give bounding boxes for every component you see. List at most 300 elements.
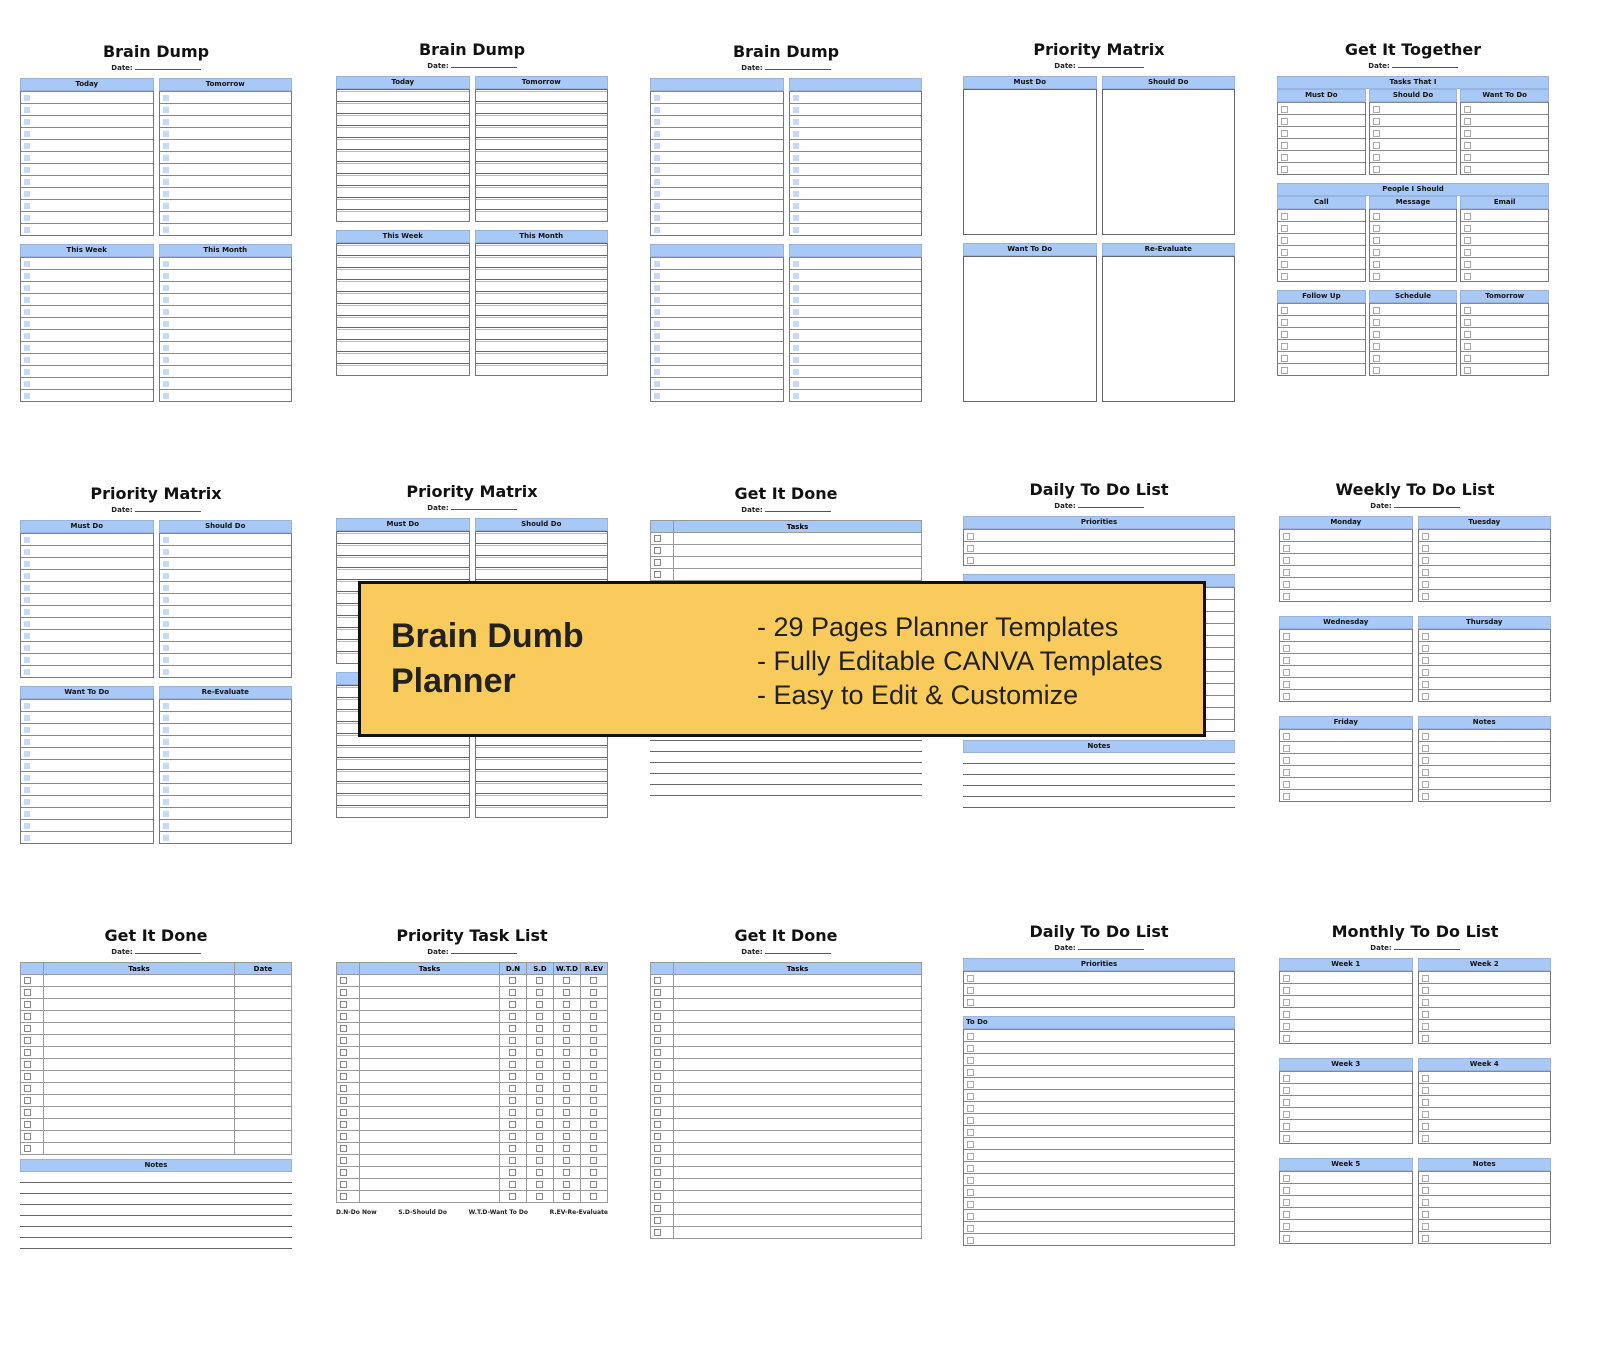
list-item	[1419, 1031, 1551, 1043]
list-item	[21, 377, 153, 389]
list-item	[1280, 765, 1412, 777]
list-item	[337, 543, 469, 555]
table-row	[651, 1071, 922, 1083]
checkbox-icon[interactable]	[590, 1193, 597, 1200]
list-item	[1278, 233, 1365, 245]
list-item	[160, 819, 292, 831]
list-item	[1370, 269, 1457, 281]
list-item	[21, 341, 153, 353]
list	[1279, 1171, 1413, 1244]
list-item	[337, 793, 469, 805]
list-item	[1370, 102, 1457, 114]
checkbox-icon[interactable]	[590, 1037, 597, 1044]
section-header: Friday	[1279, 716, 1413, 729]
checkbox-icon[interactable]	[536, 1121, 543, 1128]
list	[1460, 102, 1549, 175]
list-item	[1461, 303, 1548, 315]
checkbox-icon[interactable]	[590, 1109, 597, 1116]
checkbox-icon[interactable]	[536, 1133, 543, 1140]
list-item	[337, 185, 469, 197]
checkbox-icon[interactable]	[24, 1061, 31, 1068]
list-item	[337, 327, 469, 339]
checkbox-icon[interactable]	[590, 1073, 597, 1080]
checkbox-icon[interactable]	[509, 1133, 516, 1140]
checkbox-icon[interactable]	[590, 1157, 597, 1164]
list-item	[21, 223, 153, 235]
checkbox-icon[interactable]	[563, 1085, 570, 1092]
list	[1418, 1171, 1552, 1244]
checkbox-icon[interactable]	[24, 1109, 31, 1116]
checkbox-icon[interactable]	[536, 1085, 543, 1092]
tasks-header: Tasks	[674, 963, 922, 975]
banner-title-line: Brain Dumb	[391, 617, 584, 655]
wtd-header: W.T.D	[554, 963, 581, 975]
checkbox-icon[interactable]	[654, 1061, 661, 1068]
checkbox-icon[interactable]	[590, 1049, 597, 1056]
list-item	[964, 541, 1234, 553]
checkbox-icon[interactable]	[340, 1037, 347, 1044]
checkbox-icon[interactable]	[563, 1181, 570, 1188]
list-item	[1461, 102, 1548, 114]
checkbox-icon[interactable]	[509, 1181, 516, 1188]
checkbox-icon[interactable]	[563, 977, 570, 984]
checkbox-icon[interactable]	[563, 1169, 570, 1176]
list-item	[21, 353, 153, 365]
checkbox-icon[interactable]	[509, 1061, 516, 1068]
table-row	[337, 1119, 608, 1131]
checkbox-icon[interactable]	[563, 1133, 570, 1140]
checkbox-icon[interactable]	[563, 1157, 570, 1164]
checkbox-icon[interactable]	[509, 1121, 516, 1128]
list-item	[1280, 577, 1412, 589]
list-item	[651, 341, 783, 353]
checkbox-icon[interactable]	[24, 1025, 31, 1032]
checkbox-icon[interactable]	[536, 977, 543, 984]
checkbox-icon[interactable]	[654, 1157, 661, 1164]
checkbox-icon[interactable]	[509, 1073, 516, 1080]
list-item	[1370, 315, 1457, 327]
checkbox-icon[interactable]	[654, 1073, 661, 1080]
section-header: Must Do	[963, 76, 1097, 89]
checkbox-icon[interactable]	[654, 1217, 661, 1224]
list-item	[337, 745, 469, 757]
section-header: Call	[1277, 196, 1366, 209]
checkbox-icon[interactable]	[590, 1133, 597, 1140]
checkbox-icon[interactable]	[654, 1025, 661, 1032]
date-field: Date:	[336, 947, 608, 956]
list-item	[1419, 983, 1551, 995]
checkbox-icon[interactable]	[536, 1073, 543, 1080]
checkbox-icon[interactable]	[590, 1181, 597, 1188]
checkbox-icon[interactable]	[536, 989, 543, 996]
page-title: Daily To Do List	[1029, 922, 1169, 941]
checkbox-icon[interactable]	[536, 1157, 543, 1164]
checkbox-icon[interactable]	[654, 989, 661, 996]
list-item	[1419, 565, 1551, 577]
table-row	[337, 1143, 608, 1155]
get-it-done-page-3	[650, 926, 922, 1239]
section-header: Must Do	[20, 520, 154, 533]
checkbox-icon[interactable]	[654, 535, 661, 542]
list	[650, 257, 784, 402]
list-item	[160, 795, 292, 807]
checkbox-icon[interactable]	[340, 1181, 347, 1188]
checkbox-icon[interactable]	[509, 1085, 516, 1092]
checkbox-icon[interactable]	[654, 1133, 661, 1140]
list-item	[337, 267, 469, 279]
checkbox-icon[interactable]	[24, 989, 31, 996]
list-item	[651, 103, 783, 115]
list-item	[21, 629, 153, 641]
list-item	[160, 557, 292, 569]
priority-matrix-page-2	[20, 484, 292, 852]
banner-title-line: Planner	[391, 662, 516, 700]
table-row	[651, 1011, 922, 1023]
list	[1279, 1071, 1413, 1144]
checkbox-icon[interactable]	[24, 1049, 31, 1056]
checkbox-icon[interactable]	[654, 571, 661, 578]
checkbox-icon[interactable]	[340, 989, 347, 996]
section-header: Must Do	[336, 518, 470, 531]
page-title: Get It Together	[1344, 40, 1482, 59]
list-item	[1419, 1207, 1551, 1219]
checkbox-icon[interactable]	[24, 977, 31, 984]
list	[650, 91, 784, 236]
checkbox-icon[interactable]	[509, 1109, 516, 1116]
table-row	[651, 1095, 922, 1107]
list-item	[337, 781, 469, 793]
checkbox-icon[interactable]	[536, 1001, 543, 1008]
list-item	[651, 329, 783, 341]
checkbox-icon[interactable]	[340, 1145, 347, 1152]
list-item	[651, 281, 783, 293]
checkbox-icon[interactable]	[536, 1193, 543, 1200]
checkbox-icon[interactable]	[654, 1109, 661, 1116]
list	[159, 533, 293, 678]
list-item	[21, 103, 153, 115]
table-row	[651, 1047, 922, 1059]
monthly-todo-page	[1279, 922, 1551, 1252]
list-item	[337, 567, 469, 579]
checkbox-icon[interactable]	[590, 1061, 597, 1068]
notes-line	[20, 1172, 292, 1183]
checkbox-icon[interactable]	[509, 1097, 516, 1104]
checkbox-icon[interactable]	[563, 1037, 570, 1044]
section-header: Week 2	[1418, 958, 1552, 971]
checkbox-icon[interactable]	[509, 1025, 516, 1032]
table-row	[651, 1119, 922, 1131]
list-item	[1461, 209, 1548, 221]
checkbox-icon[interactable]	[24, 1037, 31, 1044]
list	[1279, 529, 1413, 602]
list-item	[160, 711, 292, 723]
list-item	[337, 279, 469, 291]
checkbox-icon[interactable]	[340, 1013, 347, 1020]
list-item	[160, 629, 292, 641]
list-item	[21, 257, 153, 269]
list-item	[160, 545, 292, 557]
list-item	[476, 781, 608, 793]
list-item	[476, 793, 608, 805]
checkbox-icon[interactable]	[590, 1013, 597, 1020]
checkbox-icon[interactable]	[563, 1001, 570, 1008]
checkbox-icon[interactable]	[509, 1169, 516, 1176]
checkbox-icon[interactable]	[509, 1013, 516, 1020]
checkbox-icon[interactable]	[340, 1097, 347, 1104]
list-item	[21, 569, 153, 581]
checkbox-icon[interactable]	[590, 989, 597, 996]
list-item	[1280, 1207, 1412, 1219]
checkbox-icon[interactable]	[536, 1181, 543, 1188]
checkbox-icon[interactable]	[654, 1181, 661, 1188]
list	[159, 91, 293, 236]
list-item	[160, 187, 292, 199]
checkbox-icon[interactable]	[340, 1157, 347, 1164]
section-header: Today	[336, 76, 470, 89]
checkbox-icon[interactable]	[340, 977, 347, 984]
checkbox-icon[interactable]	[340, 1109, 347, 1116]
checkbox-icon[interactable]	[24, 1097, 31, 1104]
list-item	[1280, 529, 1412, 541]
checkbox-icon[interactable]	[563, 989, 570, 996]
list-item	[337, 351, 469, 363]
checkbox-icon[interactable]	[340, 1001, 347, 1008]
checkbox-icon[interactable]	[563, 1025, 570, 1032]
checkbox-icon[interactable]	[536, 1097, 543, 1104]
list-item	[21, 641, 153, 653]
list-item	[1461, 114, 1548, 126]
checkbox-icon[interactable]	[563, 1013, 570, 1020]
checkbox-icon[interactable]	[563, 1049, 570, 1056]
promo-banner	[358, 581, 1206, 737]
checkbox-icon[interactable]	[509, 977, 516, 984]
list	[1369, 209, 1458, 282]
list-item	[1280, 1219, 1412, 1231]
table-row	[337, 1023, 608, 1035]
table-row	[651, 987, 922, 999]
checkbox-icon[interactable]	[340, 1133, 347, 1140]
checkbox-icon[interactable]	[536, 1061, 543, 1068]
date-field: Date:	[650, 505, 922, 514]
section-header: Email	[1460, 196, 1549, 209]
checkbox-icon[interactable]	[563, 1097, 570, 1104]
list-item	[1280, 789, 1412, 801]
checkbox-icon[interactable]	[563, 1121, 570, 1128]
checkbox-icon[interactable]	[654, 1097, 661, 1104]
list-item	[21, 151, 153, 163]
list-item	[160, 127, 292, 139]
list-item	[160, 293, 292, 305]
section-header: Today	[20, 78, 154, 91]
checkbox-icon[interactable]	[24, 1073, 31, 1080]
tasks-table	[20, 962, 292, 1155]
list	[789, 257, 923, 402]
checkbox-icon[interactable]	[509, 1145, 516, 1152]
checkbox-icon[interactable]	[590, 1001, 597, 1008]
checkbox-icon[interactable]	[654, 1013, 661, 1020]
list-item	[21, 735, 153, 747]
checkbox-icon[interactable]	[654, 1205, 661, 1212]
checkbox-icon[interactable]	[536, 1049, 543, 1056]
checkbox-icon[interactable]	[509, 1157, 516, 1164]
checkbox-icon[interactable]	[24, 1085, 31, 1092]
notes-line	[963, 797, 1235, 808]
checkbox-icon[interactable]	[509, 989, 516, 996]
list-item	[160, 723, 292, 735]
list-item	[476, 745, 608, 757]
checkbox-icon[interactable]	[340, 1169, 347, 1176]
checkbox-icon[interactable]	[536, 1025, 543, 1032]
checkbox-icon[interactable]	[654, 1037, 661, 1044]
checkbox-icon[interactable]	[24, 1133, 31, 1140]
checkbox-icon[interactable]	[654, 1229, 661, 1236]
list-item	[476, 555, 608, 567]
list-item	[160, 257, 292, 269]
list-item	[1419, 995, 1551, 1007]
list-item	[476, 125, 608, 137]
checkbox-icon[interactable]	[340, 1073, 347, 1080]
list-item	[21, 365, 153, 377]
section-header: Tomorrow	[475, 76, 609, 89]
checkbox-icon[interactable]	[654, 1145, 661, 1152]
checkbox-icon[interactable]	[590, 977, 597, 984]
table-row	[651, 1059, 922, 1071]
checkbox-icon[interactable]	[654, 559, 661, 566]
list-item	[21, 91, 153, 103]
list-item	[790, 341, 922, 353]
list-item	[337, 125, 469, 137]
notes-line	[20, 1227, 292, 1238]
list-item	[964, 1113, 1234, 1125]
checkbox-icon[interactable]	[509, 1193, 516, 1200]
list	[963, 1029, 1235, 1246]
checkbox-icon[interactable]	[654, 1049, 661, 1056]
checkbox-icon[interactable]	[340, 1025, 347, 1032]
list-item	[337, 555, 469, 567]
checkbox-icon[interactable]	[654, 1169, 661, 1176]
checkbox-icon[interactable]	[24, 1013, 31, 1020]
table-row	[651, 1227, 922, 1239]
list-item	[337, 209, 469, 221]
list-item	[1419, 1231, 1551, 1243]
list-item	[21, 617, 153, 629]
checkbox-icon[interactable]	[563, 1193, 570, 1200]
list-item	[1419, 629, 1551, 641]
table-row	[337, 1059, 608, 1071]
checkbox-icon[interactable]	[563, 1109, 570, 1116]
checkbox-icon[interactable]	[654, 1121, 661, 1128]
checkbox-icon[interactable]	[654, 1193, 661, 1200]
checkbox-icon[interactable]	[340, 1121, 347, 1128]
checkbox-icon[interactable]	[654, 977, 661, 984]
checkbox-icon[interactable]	[509, 1049, 516, 1056]
checkbox-icon[interactable]	[590, 1169, 597, 1176]
checkbox-icon[interactable]	[590, 1097, 597, 1104]
list	[1277, 209, 1366, 282]
checkbox-icon[interactable]	[340, 1193, 347, 1200]
list-item	[337, 89, 469, 101]
list	[963, 529, 1235, 566]
checkbox-icon[interactable]	[654, 547, 661, 554]
checkbox-icon[interactable]	[654, 1001, 661, 1008]
list-item	[1280, 1195, 1412, 1207]
list-item	[651, 305, 783, 317]
notes-line	[963, 786, 1235, 797]
section-header: This Month	[159, 244, 293, 257]
checkbox-icon[interactable]	[24, 1145, 31, 1152]
table-row	[21, 1095, 292, 1107]
checkbox-icon[interactable]	[654, 1085, 661, 1092]
checkbox-icon[interactable]	[536, 1145, 543, 1152]
checkbox-icon[interactable]	[563, 1145, 570, 1152]
list-item	[1419, 589, 1551, 601]
section-header: Tuesday	[1418, 516, 1552, 529]
checkbox-icon[interactable]	[340, 1049, 347, 1056]
list-item	[476, 291, 608, 303]
list-item	[1419, 529, 1551, 541]
checkbox-icon[interactable]	[536, 1037, 543, 1044]
list-item	[1419, 729, 1551, 741]
list-item	[1461, 233, 1548, 245]
checkbox-icon[interactable]	[563, 1073, 570, 1080]
checkbox-icon[interactable]	[590, 1025, 597, 1032]
checkbox-icon[interactable]	[590, 1121, 597, 1128]
table-row	[21, 1035, 292, 1047]
list-item	[1419, 1131, 1551, 1143]
checkbox-icon[interactable]	[590, 1145, 597, 1152]
page-title: Priority Matrix	[90, 484, 222, 503]
checkbox-icon[interactable]	[536, 1109, 543, 1116]
date-field: Date:	[20, 63, 292, 72]
list-item	[337, 315, 469, 327]
date-field: Date:	[650, 947, 922, 956]
list-item	[651, 91, 783, 103]
checkbox-icon[interactable]	[563, 1061, 570, 1068]
list-item	[790, 187, 922, 199]
list-item	[790, 211, 922, 223]
list-item	[160, 581, 292, 593]
checkbox-icon[interactable]	[24, 1001, 31, 1008]
get-it-together-page	[1277, 40, 1549, 384]
table-row	[337, 1191, 608, 1203]
banner-feature-list	[757, 610, 1163, 712]
list-item	[1419, 541, 1551, 553]
list-item	[160, 103, 292, 115]
checkbox-icon[interactable]	[509, 1001, 516, 1008]
list-item	[160, 151, 292, 163]
legend-item: W.T.D-Want To Do	[468, 1209, 529, 1216]
list-item	[1461, 150, 1548, 162]
list-item	[1280, 983, 1412, 995]
list-item	[476, 757, 608, 769]
list	[1418, 629, 1552, 702]
checkbox-icon[interactable]	[509, 1037, 516, 1044]
daily-todo-page-2	[963, 922, 1235, 1246]
checkbox-icon[interactable]	[24, 1121, 31, 1128]
table-row	[21, 1143, 292, 1155]
table-row	[651, 1203, 922, 1215]
checkbox-icon[interactable]	[340, 1085, 347, 1092]
list-item	[476, 363, 608, 375]
list-item	[651, 353, 783, 365]
checkbox-icon[interactable]	[536, 1013, 543, 1020]
checkbox-icon[interactable]	[536, 1169, 543, 1176]
list-item	[1278, 315, 1365, 327]
list-item	[1280, 641, 1412, 653]
section-header: Priorities	[963, 516, 1235, 529]
checkbox-icon[interactable]	[590, 1085, 597, 1092]
checkbox-icon[interactable]	[340, 1061, 347, 1068]
